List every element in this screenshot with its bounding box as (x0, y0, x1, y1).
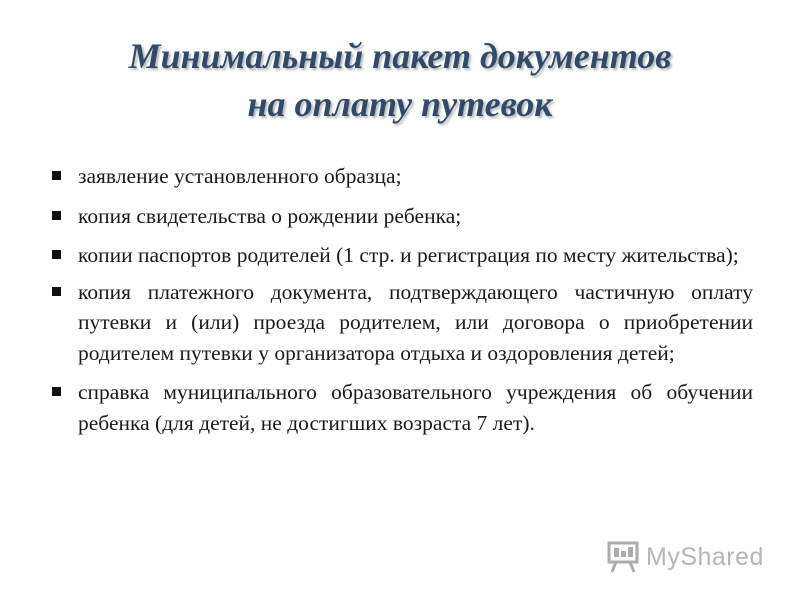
square-bullet-icon (52, 250, 61, 259)
slide-title (40, 32, 760, 128)
watermark-text: MyShared (646, 542, 764, 571)
list-item-text: копия свидетельства о рождении ребенка; (78, 203, 462, 228)
title-line-1: Минимальный пакет документов (128, 36, 672, 76)
square-bullet-icon (52, 211, 61, 220)
list-item-text: копия платежного документа, подтверждающего частичную оплату путевки и (или) проезда родителем, или договора о приобретении родителем путевки у организатора отдыха и оздоровления детей; (78, 279, 753, 365)
list-item-text: заявление установленного образца; (78, 164, 402, 188)
presentation-board-icon (606, 540, 640, 574)
watermark (606, 538, 764, 576)
list-item (48, 377, 753, 438)
list-item-text: копии паспортов родителей (1 стр. и регистрация по месту жительства); (78, 243, 739, 267)
square-bullet-icon (52, 287, 61, 296)
square-bullet-icon (52, 387, 61, 396)
list-item (48, 201, 753, 232)
document-list (48, 161, 753, 447)
title-line-2: на оплату путевок (247, 84, 553, 124)
list-item (48, 277, 753, 369)
list-item-text: справка муниципального образовательного учреждения об обучении ребенка (для детей, не достигших возраста 7 лет). (78, 380, 753, 435)
list-item (48, 240, 753, 271)
square-bullet-icon (52, 171, 61, 180)
list-item (48, 161, 753, 192)
